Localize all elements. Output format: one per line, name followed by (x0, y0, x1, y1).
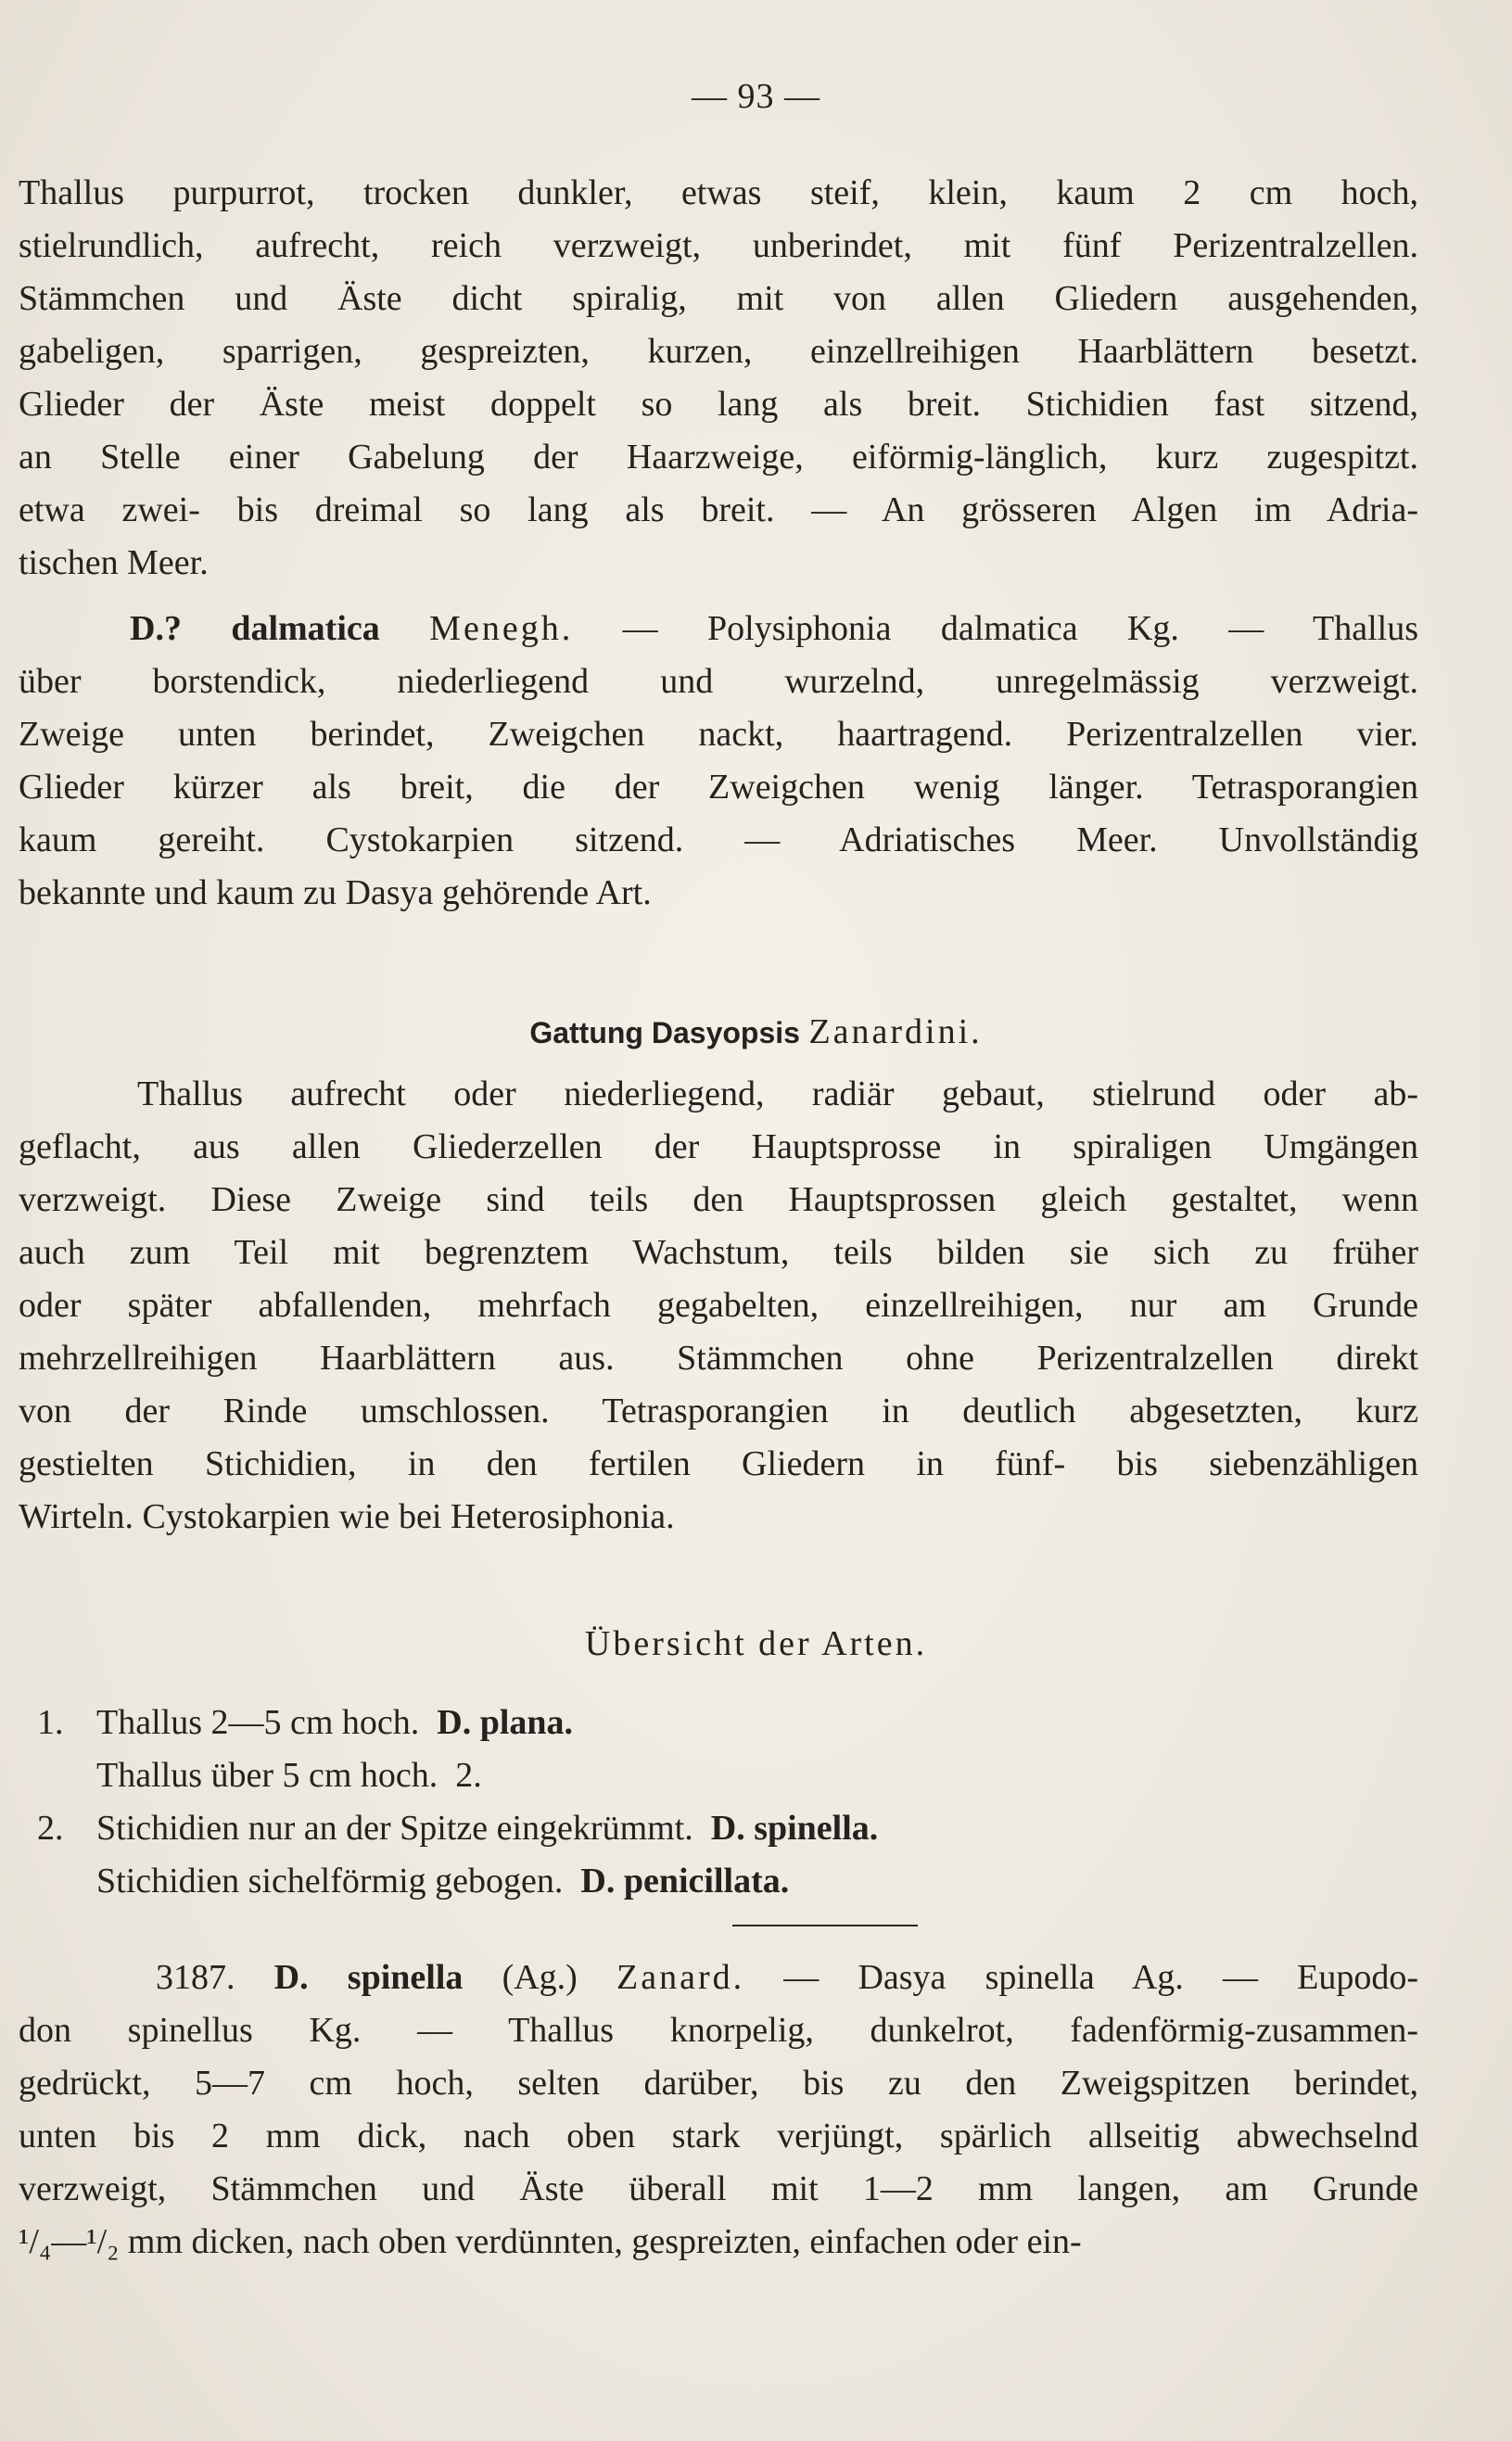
species-key (37, 1697, 1242, 1908)
key-result: D. plana. (437, 1703, 574, 1742)
page-number: — 93 — (692, 77, 820, 116)
text-line: Wirteln. Cystokarpien wie bei Heterosiphonia. (19, 1497, 675, 1536)
species-author: Menegh. (429, 609, 574, 648)
text-line: oder später abfallenden, mehrfach gegabelten, einzellreihigen, nur am Grunde (19, 1286, 1418, 1325)
text-line: Glieder kürzer als breit, die der Zweigchen wenig länger. Tetrasporangien (19, 768, 1418, 807)
key-entry (37, 1749, 1242, 1802)
text-line: tischen Meer. (19, 543, 209, 582)
text-line: Stämmchen und Äste dicht spiralig, mit von allen Gliedern ausgehenden, (19, 279, 1418, 318)
key-result: 2. (455, 1756, 482, 1795)
key-result: D. spinella. (710, 1809, 879, 1848)
overview-title-text: Übersicht der Arten. (584, 1624, 928, 1663)
paragraph-spinella (19, 1952, 1418, 2269)
genus-author: Zanardini. (808, 1012, 983, 1051)
dalmatica-synonyms: — Polysiphonia dalmatica Kg. — Thallus (573, 609, 1418, 648)
text-line: verzweigt, Stämmchen und Äste überall mit 1—2 mm langen, am Grunde (19, 2169, 1418, 2208)
text-line: Glieder der Äste meist doppelt so lang als breit. Stichidien fast sitzend, (19, 385, 1418, 424)
text-line: gestielten Stichidien, in den fertilen Gliedern in fünf- bis siebenzähligen (19, 1444, 1418, 1483)
species-number: 3187. (156, 1958, 235, 1997)
paragraph-dalmatica (19, 603, 1418, 920)
spinella-body (19, 2004, 1418, 2269)
text-line: gabeligen, sparrigen, gespreizten, kurzen, einzellreihigen Haarblättern besetzt. (19, 332, 1418, 371)
key-text: Stichidien nur an der Spitze eingekrümmt. (96, 1809, 693, 1848)
species-name: D.? dalmatica (130, 609, 380, 648)
text-line: Zweige unten berindet, Zweigchen nackt, haartragend. Perizentralzellen vier. (19, 715, 1418, 754)
dalmatica-first-line (19, 603, 1418, 655)
text-line: unten bis 2 mm dick, nach oben stark verjüngt, spärlich allseitig abwechselnd (19, 2117, 1418, 2155)
paragraph-genus-description (19, 1068, 1418, 1544)
key-result: D. penicillata. (580, 1862, 790, 1901)
spinella-first-line (19, 1952, 1418, 2004)
separator-rule (732, 1925, 918, 1926)
text-line: ¹/₄—¹/₂ mm dicken, nach oben verdünnten, gespreizten, einfachen oder ein- (19, 2222, 1082, 2261)
text-line: don spinellus Kg. — Thallus knorpelig, dunkelrot, fadenförmig-zusammen- (19, 2011, 1418, 2050)
genus-label: Gattung Dasyopsis (529, 1016, 800, 1049)
spinella-synonyms: — Dasya spinella Ag. — Eupodo- (744, 1958, 1418, 1997)
text-line: auch zum Teil mit begrenztem Wachstum, teils bilden sie sich zu früher (19, 1233, 1418, 1272)
text-line: Thallus aufrecht oder niederliegend, radiär gebaut, stielrund oder ab- (137, 1074, 1418, 1113)
text-line: geflacht, aus allen Gliederzellen der Hauptsprosse in spiraligen Umgängen (19, 1127, 1418, 1166)
text-line: über borstendick, niederliegend und wurzelnd, unregelmässig verzweigt. (19, 662, 1418, 701)
key-entry (37, 1697, 1242, 1749)
key-entry (37, 1802, 1242, 1855)
paragraph-species-description (19, 167, 1418, 590)
key-text: Stichidien sichelförmig gebogen. (96, 1862, 564, 1901)
key-entry (37, 1855, 1242, 1908)
key-number: 2. (37, 1809, 64, 1848)
genus-heading (0, 1006, 1512, 1059)
species-author: Zanard. (616, 1958, 745, 1997)
key-text: Thallus 2—5 cm hoch. (96, 1703, 420, 1742)
text-line: mehrzellreihigen Haarblättern aus. Stämmchen ohne Perizentralzellen direkt (19, 1339, 1418, 1378)
text-line: kaum gereiht. Cystokarpien sitzend. — Adriatisches Meer. Unvollständig (19, 820, 1418, 859)
text-line: gedrückt, 5—7 cm hoch, selten darüber, bis zu den Zweigspitzen berindet, (19, 2064, 1418, 2103)
text-line: Thallus purpurrot, trocken dunkler, etwas steif, klein, kaum 2 cm hoch, (19, 173, 1418, 212)
species-author-pre: (Ag.) (502, 1958, 578, 1997)
text-line: an Stelle einer Gabelung der Haarzweige, eiförmig-länglich, kurz zugespitzt. (19, 438, 1418, 477)
text-line: von der Rinde umschlossen. Tetrasporangien in deutlich abgesetzten, kurz (19, 1392, 1418, 1430)
key-number: 1. (37, 1703, 64, 1742)
overview-title (0, 1618, 1512, 1671)
key-text: Thallus über 5 cm hoch. (96, 1756, 438, 1795)
text-line: verzweigt. Diese Zweige sind teils den Hauptsprossen gleich gestaltet, wenn (19, 1180, 1418, 1219)
text-line: etwa zwei- bis dreimal so lang als breit. — An grösseren Algen im Adria- (19, 490, 1418, 529)
dalmatica-body (19, 655, 1418, 920)
text-line: stielrundlich, aufrecht, reich verzweigt, unberindet, mit fünf Perizentralzellen. (19, 226, 1418, 265)
species-name: D. spinella (273, 1958, 464, 1997)
text-line: bekannte und kaum zu Dasya gehörende Art. (19, 873, 652, 912)
